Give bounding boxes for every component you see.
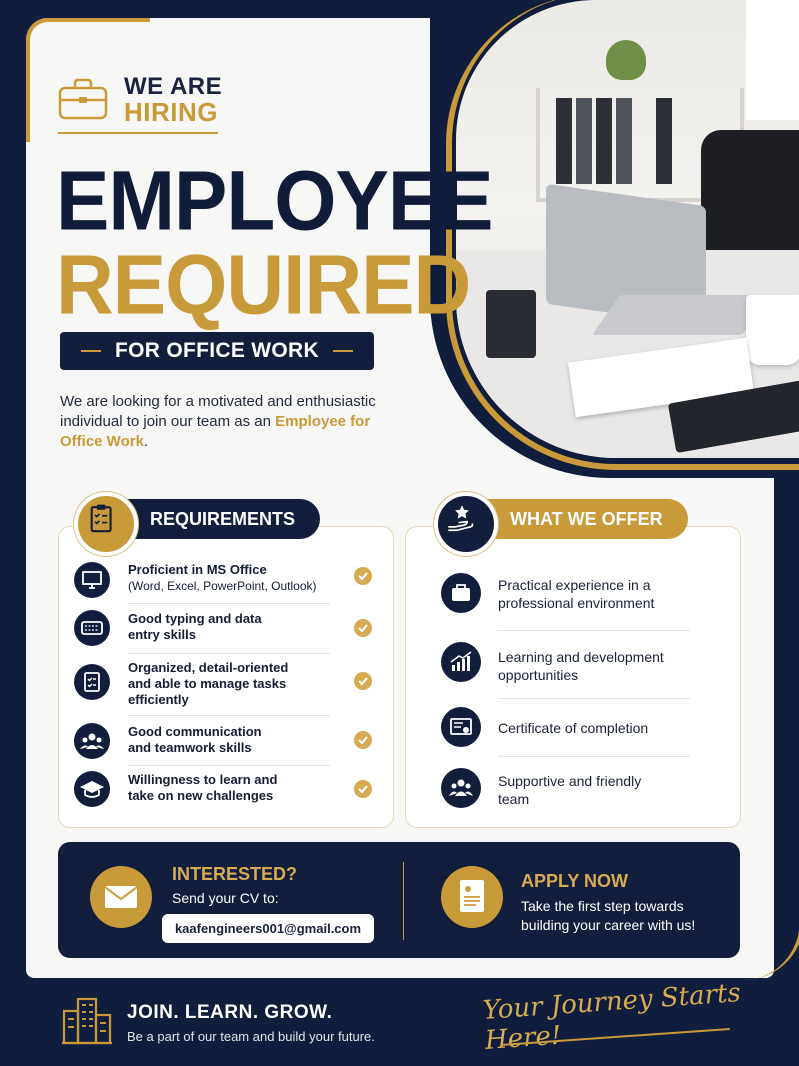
intro-paragraph [60,392,400,452]
requirements-heading: REQUIREMENTS [110,499,320,539]
photo-binder [616,98,632,184]
subtitle-dash-right [333,350,353,352]
requirement-text [128,562,338,594]
briefcase-icon [441,573,481,613]
offer-text: Supportive and friendly team [498,773,642,807]
we-are-text: WE ARE [124,73,223,100]
apply-now-heading: APPLY NOW [521,871,629,891]
offer-text: Learning and development opportunities [498,649,664,683]
intro-highlight: Employee for Office Work [60,413,371,450]
building-icon [60,995,114,1045]
title-employee: EMPLOYEE [56,153,493,248]
hiring-text: HIRING [124,97,218,127]
offer-text: Practical experience in a professional environment [498,577,655,611]
monitor-icon [74,562,110,598]
divider [128,715,330,716]
check-icon [354,619,372,637]
subtitle-banner [60,332,374,370]
clipboard-icon [78,496,126,544]
email-address[interactable]: kaafengineers001@gmail.com [162,914,374,943]
photo-binder [656,98,672,184]
photo-binder [596,98,612,184]
photo-plant [606,40,646,80]
requirement-item [74,560,384,600]
title-required: REQUIRED [56,237,471,332]
check-icon [354,780,372,798]
offer-text: Certificate of completion [498,720,649,736]
subtitle-dash-left [81,350,101,352]
photo-laptop-base [592,295,770,335]
certificate-icon [441,707,481,747]
journey-slogan: Your Journey Starts Here! [481,978,742,1056]
send-cv-text: Send your CV to: [172,890,279,906]
requirement-item [74,610,384,650]
photo-window [746,0,799,120]
hand-star-icon [438,496,486,544]
photo-binder [576,98,592,184]
hiring-underline [58,132,218,134]
intro-end: . [143,433,149,450]
briefcase-icon [58,78,108,120]
divider [498,698,690,699]
offers-badge [434,492,498,556]
photo-pen-cup [486,290,536,358]
offers-heading: WHAT WE OFFER [470,499,688,539]
requirements-badge [74,492,138,556]
check-icon [354,672,372,690]
divider [498,630,690,631]
requirement-item [74,660,384,712]
gold-swoosh-accent [720,890,799,980]
requirement-item [74,771,384,811]
group-icon [441,768,481,808]
office-desk-photo [456,0,799,458]
check-icon [354,731,372,749]
check-icon [354,567,372,585]
divider [128,765,330,766]
growth-chart-icon [441,642,481,682]
requirement-item [74,723,384,763]
requirement-detail: (Word, Excel, PowerPoint, Outlook) [128,579,317,593]
join-subtext: Be a part of our team and build your future. [127,1029,375,1044]
requirement-title: Proficient in MS Office [128,562,267,577]
photo-binder [556,98,572,184]
requirement-title: Good communication and teamwork skills [128,724,262,755]
keyboard-icon [74,610,110,646]
apply-description: Take the first step towards building your career with us! [521,898,696,933]
requirement-title: Organized, detail-oriented and able to manage tasks efficiently [128,660,289,707]
requirement-title: Willingness to learn and take on new challenges [128,772,278,803]
contact-divider [403,862,404,940]
interested-heading: INTERESTED? [172,864,298,884]
graduation-cap-icon [74,771,110,807]
intro-text: We are looking for a motivated and enthusiastic individual to join our team as an [60,393,376,430]
checklist-icon [74,664,110,700]
photo-coffee-cup [746,295,799,365]
join-learn-grow: JOIN. LEARN. GROW. [127,1002,333,1023]
team-icon [74,723,110,759]
divider [498,756,690,757]
divider [128,603,330,604]
subtitle-text: FOR OFFICE WORK [115,339,319,362]
requirement-title: Good typing and data entry skills [128,611,262,642]
divider [128,653,330,654]
envelope-icon [90,866,152,928]
resume-icon [441,866,503,928]
